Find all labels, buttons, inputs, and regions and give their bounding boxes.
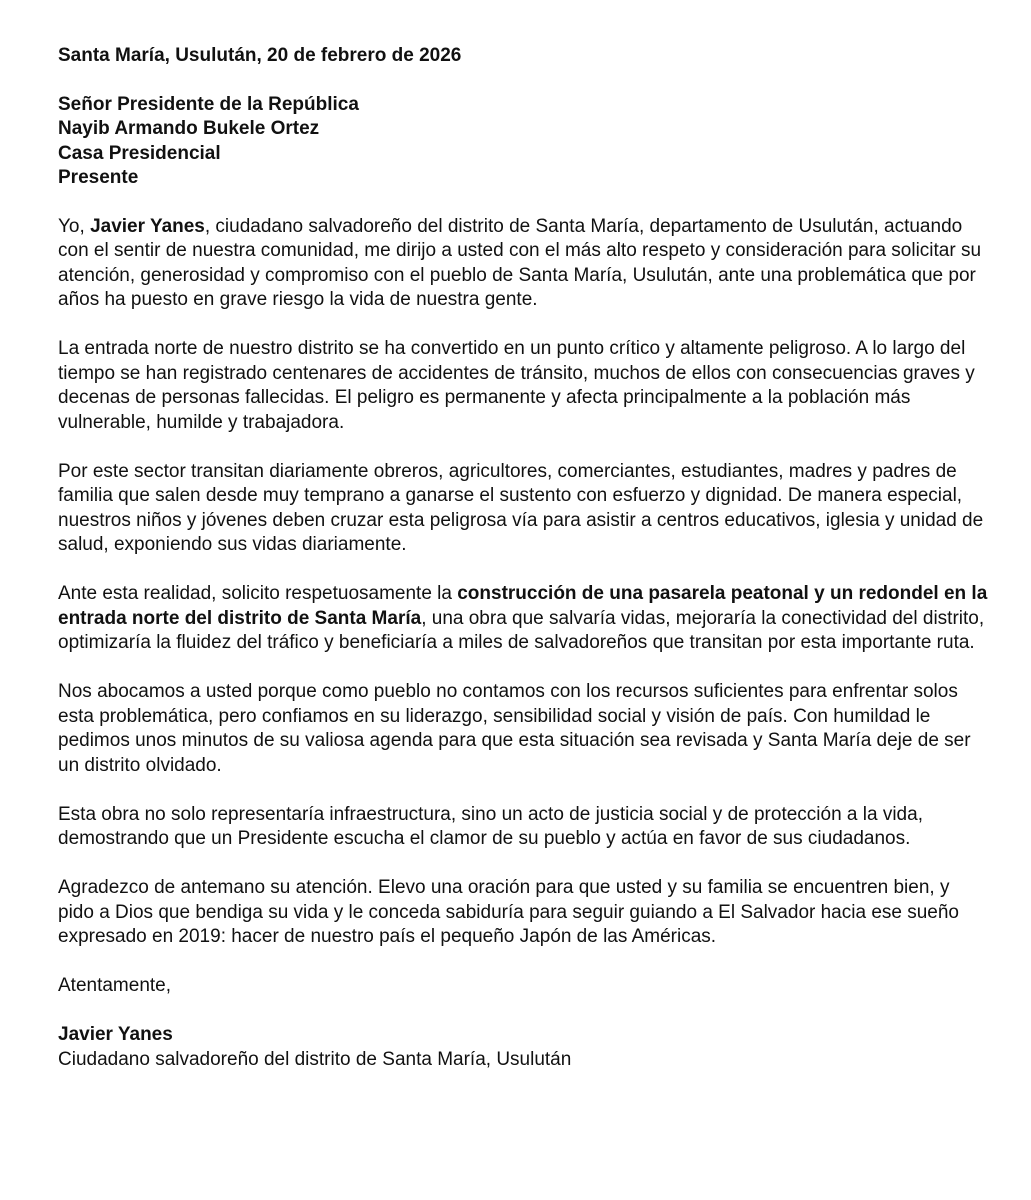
signature-role: Ciudadano salvadoreño del distrito de Santa María, Usulután (58, 1048, 572, 1070)
paragraph-gratitude: Agradezco de antemano su atención. Elevo una oración para que usted y su familia se encuentren bien, y pido a Dios que bendiga su vida y le conceda sabiduría para seguir guiando a El Salvador hacia ese sueño expresado en 2019: hacer de nuestro país el pequeño Japón de las Américas. (58, 877, 959, 947)
paragraph-introduction (58, 215, 988, 313)
paragraph-appeal: Nos abocamos a usted porque como pueblo no contamos con los recursos suficientes para enfrentar solos esta problemática, pero confiamos en su liderazgo, sensibilidad social y visión de país. Con humildad le pedimos unos minutos de su valiosa agenda para que esta situación sea revisada y Santa María deje de ser un distrito olvidado. (58, 681, 971, 776)
recipient-line-presente: Presente (58, 167, 139, 188)
paragraph-introduction-start: Yo, (58, 215, 91, 237)
paragraph-request-highlight: construcción de una pasarela peatonal y un redondel en la entrada norte del distrito de Santa María (58, 583, 988, 629)
recipient-line-name: Nayib Armando Bukele Ortez (58, 118, 320, 139)
paragraph-request (58, 582, 988, 656)
signature-name: Javier Yanes (58, 1024, 173, 1045)
recipient-line-title: Señor Presidente de la República (58, 93, 359, 115)
paragraph-request-start: Ante esta realidad, solicito respetuosamente la (58, 583, 458, 604)
paragraph-introduction-sender-name: Javier Yanes (90, 215, 205, 237)
recipient-block (58, 93, 988, 191)
recipient-line-institution: Casa Presidencial (58, 142, 221, 164)
paragraph-introduction-rest: , ciudadano salvadoreño del distrito de Santa María, departamento de Usulután, actuando con el sentir de nuestra comunidad, me dirijo a usted con el más alto respeto y consideración para solicitar su atención, generosidad y compromiso con el pueblo de Santa María, Usulután, ante una problemática que por años ha puesto en grave riesgo la vida de nuestra gente. (58, 215, 982, 310)
paragraph-request-rest: , una obra que salvaría vidas, mejoraría la conectividad del distrito, optimizaría la fluidez del tráfico y beneficiaría a miles de salvadoreños que transitan por esta importante ruta. (58, 607, 985, 653)
paragraph-problem: La entrada norte de nuestro distrito se ha convertido en un punto crítico y altamente peligroso. A lo largo del tiempo se han registrado centenares de accidentes de tránsito, muchos de ellos con consecuencias graves y decenas de personas fallecidas. El peligro es permanente y afecta principalmente a la población más vulnerable, humilde y trabajadora. (58, 338, 975, 433)
letter-date: Santa María, Usulután, 20 de febrero de 2026 (58, 45, 462, 66)
letter (58, 44, 988, 1072)
closing-salutation: Atentamente, (58, 975, 172, 996)
paragraph-affected-population: Por este sector transitan diariamente obreros, agricultores, comerciantes, estudiantes, madres y padres de familia que salen desde muy temprano a ganarse el sustento con esfuerzo y dignidad. De manera especial, nuestros niños y jóvenes deben cruzar esta peligrosa vía para asistir a centros educativos, iglesia y unidad de salud, exponiendo sus vidas diariamente. (58, 460, 984, 555)
paragraph-justice: Esta obra no solo representaría infraestructura, sino un acto de justicia social y de protección a la vida, demostrando que un Presidente escucha el clamor de su pueblo y actúa en favor de sus ciudadanos. (58, 803, 923, 849)
